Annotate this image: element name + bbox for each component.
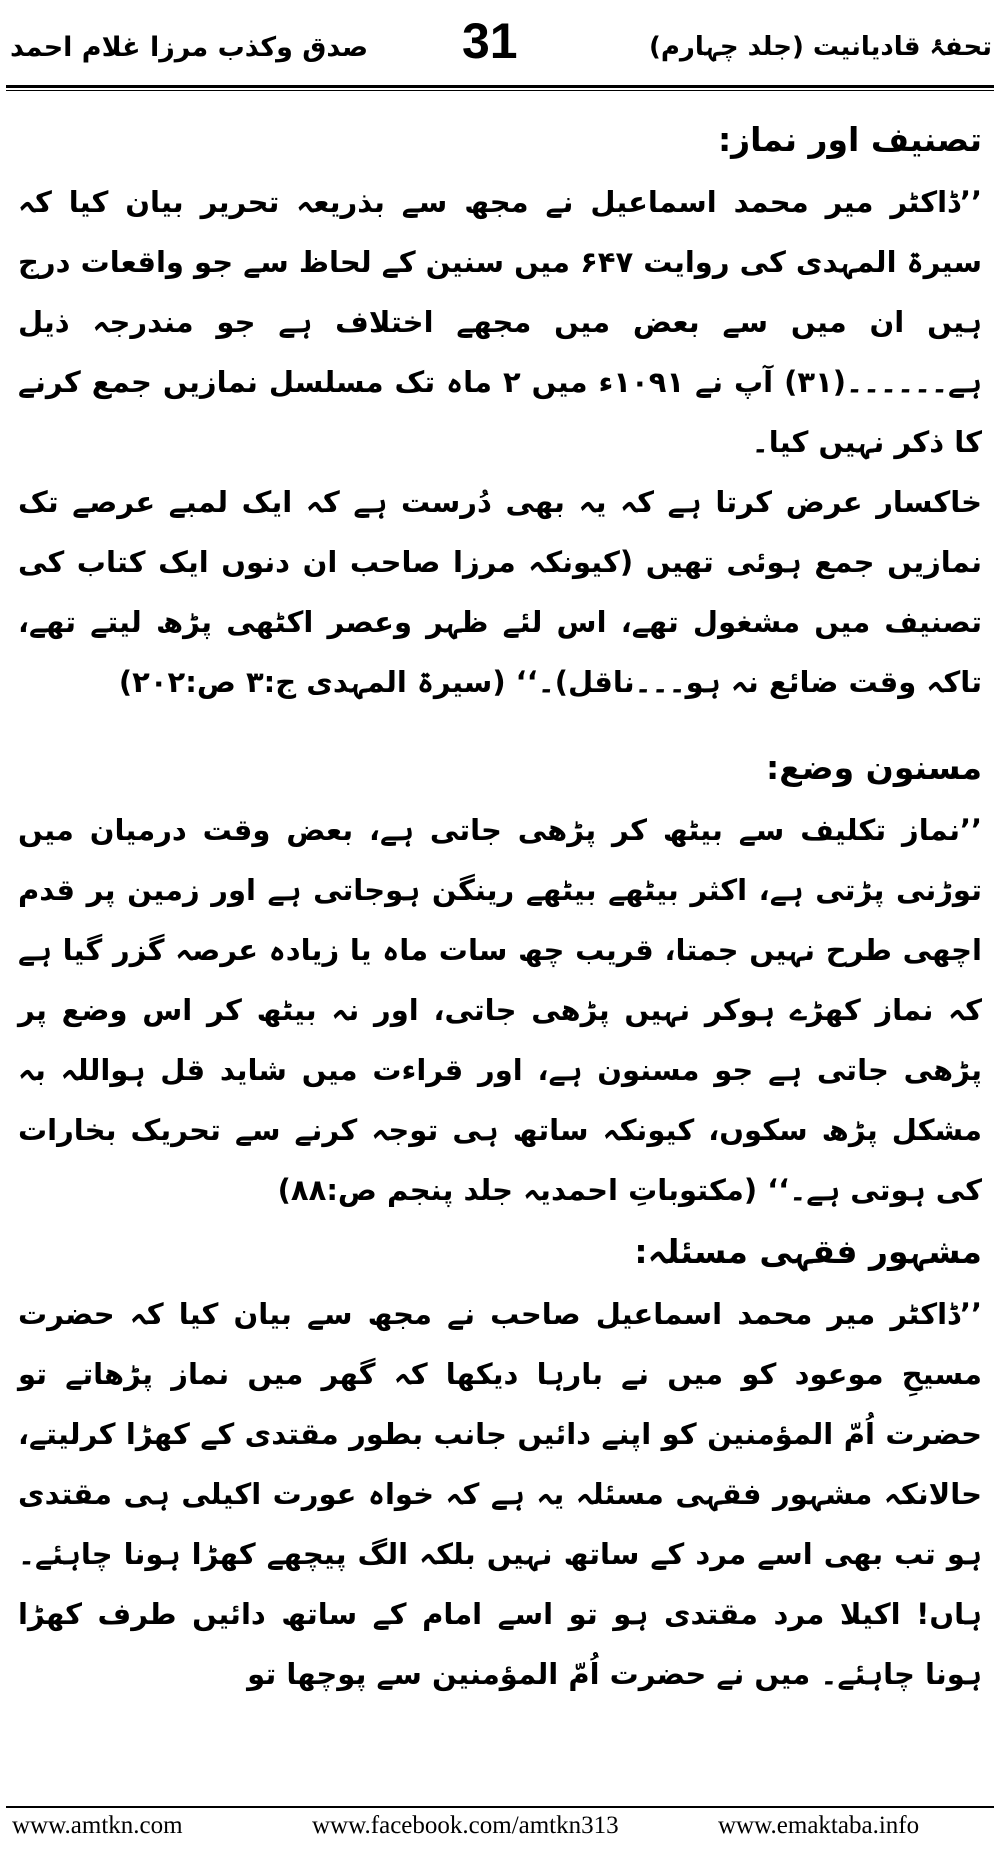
footer-link-facebook[interactable]: www.facebook.com/amtkn313: [312, 1812, 619, 1839]
footer-rule: [6, 1806, 994, 1808]
section-heading-fiqhi: مشہور فقہی مسئلہ:: [634, 1232, 982, 1271]
page-header: [0, 0, 1000, 82]
section-heading-masnoon: مسنون وضع:: [766, 748, 982, 787]
page-footer: [0, 1806, 1000, 1846]
page-body: [18, 108, 982, 1704]
header-rule: [6, 85, 994, 88]
paragraph: خاکسار عرض کرتا ہے کہ یہ بھی دُرست ہے کہ ایک لمبے عرصے تک نمازیں جمع ہوئی تھیں (کیونکہ مرزا صاحب ان دنوں ایک کتاب کی تصنیف میں مشغول تھے، اس لئے ظہر وعصر اکٹھی پڑھ لیتے تھے، تاکہ وقت ضائع نہ ہو۔۔۔ناقل)۔‘‘ (سیرۃ المہدی ج:۳ ص:۲۰۲): [18, 485, 982, 699]
paragraph: ’’ڈاکٹر میر محمد اسماعیل صاحب نے مجھ سے بیان کیا کہ حضرت مسیحِ موعود کو میں نے بارہا دیکھا کہ گھر میں نماز پڑھاتے تو حضرت اُمّ المؤمنین کو اپنے دائیں جانب بطور مقتدی کے کھڑا کرلیتے، حالانکہ مشہور فقہی مسئلہ یہ ہے کہ خواہ عورت اکیلی ہی مقتدی ہو تب بھی اسے مرد کے ساتھ نہیں بلکہ الگ پیچھے کھڑا ہونا چاہئے۔ ہاں! اکیلا مرد مقتدی ہو تو اسے امام کے ساتھ دائیں طرف کھڑا ہونا چاہئے۔ میں نے حضرت اُمّ المؤمنین سے پوچھا تو: [18, 1297, 982, 1691]
page-number: 31: [462, 13, 518, 69]
book-title: تحفۂ قادیانیت (جلد چہارم): [648, 32, 992, 62]
chapter-title: صدق وکذب مرزا غلام احمد: [10, 32, 369, 63]
section-heading-tasneef: تصنیف اور نماز:: [717, 120, 982, 159]
footer-link-amtkn[interactable]: www.amtkn.com: [12, 1812, 183, 1839]
footer-link-emaktaba[interactable]: www.emaktaba.info: [718, 1812, 920, 1839]
paragraph: ’’ڈاکٹر میر محمد اسماعیل نے مجھ سے بذریعہ تحریر بیان کیا کہ سیرۃ المہدی کی روایت ۶۴۷ میں سنین کے لحاظ سے جو واقعات درج ہیں ان میں سے بعض میں مجھے اختلاف ہے جو مندرجہ ذیل ہے۔۔۔۔۔۔(۳۱) آپ نے ۱۰۹۱ء میں ۲ ماہ تک مسلسل نمازیں جمع کرنے کا ذکر نہیں کیا۔: [18, 185, 983, 459]
paragraph: ’’نماز تکلیف سے بیٹھ کر پڑھی جاتی ہے، بعض وقت درمیان میں توڑنی پڑتی ہے، اکثر بیٹھے بیٹھے رینگن ہوجاتی ہے اور زمین پر قدم اچھی طرح نہیں جمتا، قریب چھ سات ماہ یا زیادہ عرصہ گزر گیا ہے کہ نماز کھڑے ہوکر نہیں پڑھی جاتی، اور نہ بیٹھ کر اس وضع پر پڑھی جاتی ہے جو مسنون ہے، اور قراءت میں شاید قل ہواللہ بہ مشکل پڑھ سکوں، کیونکہ ساتھ ہی توجہ کرنے سے تحریک بخارات کی ہوتی ہے۔‘‘ (مکتوباتِ احمدیہ جلد پنجم ص:۸۸): [18, 813, 982, 1207]
header-rule-thin: [6, 90, 994, 91]
